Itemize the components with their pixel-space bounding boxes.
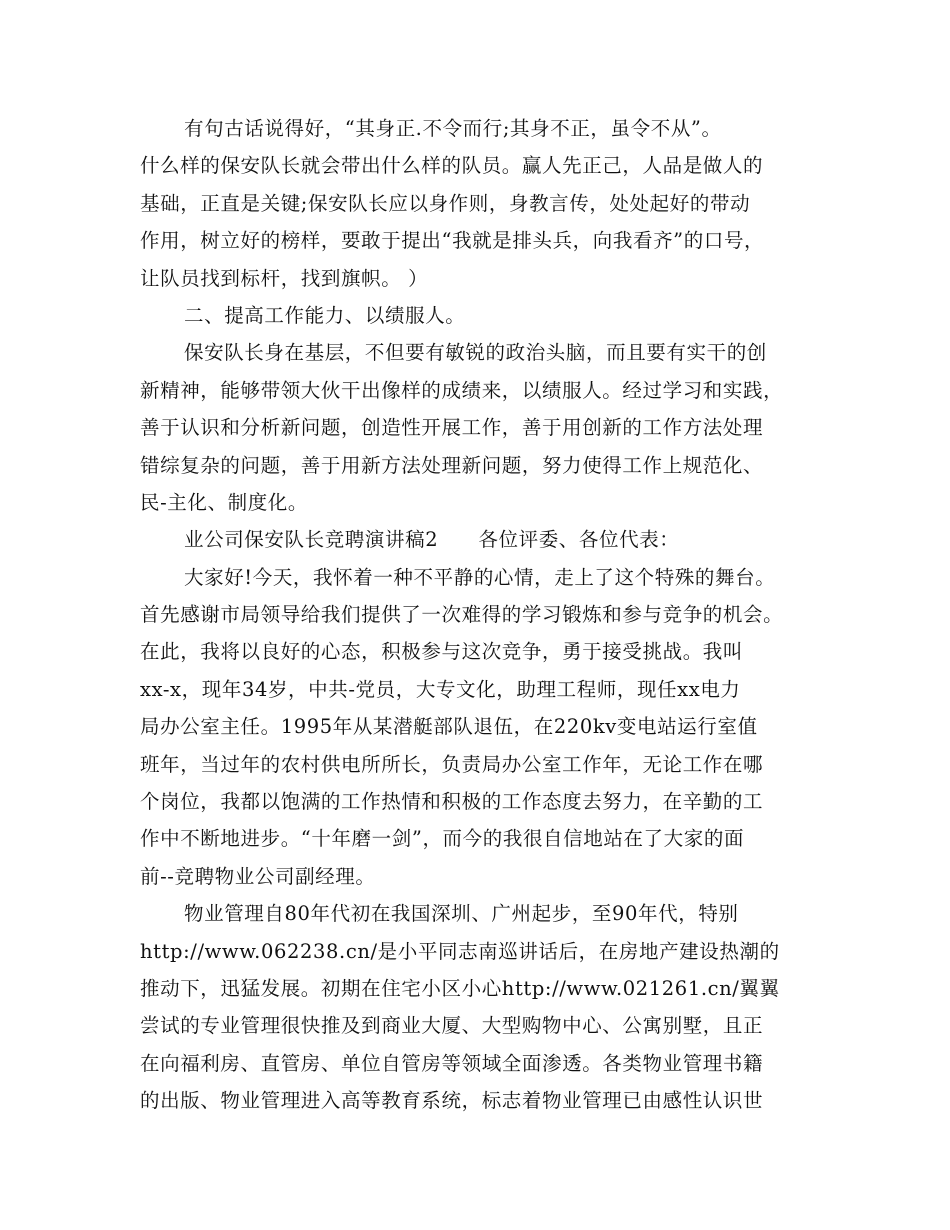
text-line: 什么样的保安队长就会带出什么样的队员。赢人先正己，人品是做人的 (140, 154, 764, 178)
text-line: 班年，当过年的农村供电所所长，负责局办公室工作年，无论工作在哪 (140, 752, 764, 776)
text-line: 物业管理自80年代初在我国深圳、广州起步，至90年代，特别 (184, 902, 739, 926)
text-line: 有句古话说得好，“其身正.不令而行;其身不正，虽令不从”。 (184, 117, 722, 140)
text-line: 尝试的专业管理很快推及到商业大厦、大型购物中心、公寓别墅，且正 (140, 1014, 764, 1038)
text-line: 局办公室主任。1995年从某潜艇部队退伍，在220kv变电站运行室值 (140, 715, 758, 739)
text-line: 二、提高工作能力、以绩服人。 (184, 303, 466, 327)
text-line: 善于认识和分析新问题，创造性开展工作，善于用创新的工作方法处理 (140, 416, 764, 440)
text-line: 作中不断地进步。“十年磨一剑”，而今的我很自信地站在了大家的面 (140, 827, 745, 851)
text-line: 在此，我将以良好的心态，积极参与这次竞争，勇于接受挑战。我叫 (140, 640, 744, 664)
text-line: 让队员找到标杆，找到旗帜。 ） (140, 266, 429, 290)
text-line: 保安队长身在基层，不但要有敏锐的政治头脑，而且要有实干的创 (184, 341, 767, 365)
text-line: http://www.062238.cn/是小平同志南巡讲话后，在房地产建设热潮的 (140, 939, 780, 963)
document-body (140, 110, 820, 1120)
text-line: 民-主化、制度化。 (140, 490, 308, 514)
text-line: 业公司保安队长竞聘演讲稿2 各位评委、各位代表： (184, 528, 680, 552)
text-line: 个岗位，我都以饱满的工作热情和积极的工作态度去努力，在辛勤的工 (140, 790, 764, 814)
text-line: 错综复杂的问题，善于用新方法处理新问题，努力使得工作上规范化、 (140, 453, 764, 477)
text-line: 推动下，迅猛发展。初期在住宅小区小心http://www.021261.cn/翼翼 (140, 976, 780, 1000)
text-line: 基础，正直是关键;保安队长应以身作则，身教言传，处处起好的带动 (140, 191, 751, 215)
text-line: 大家好!今天，我怀着一种不平静的心情，走上了这个特殊的舞台。 (184, 565, 776, 589)
text-line: 作用，树立好的榜样，要敢于提出“我就是排头兵，向我看齐”的口号， (140, 229, 765, 253)
text-line: 的出版、物业管理进入高等教育系统，标志着物业管理已由感性认识世 (140, 1089, 764, 1113)
text-line: 首先感谢市局领导给我们提供了一次难得的学习锻炼和参与竞争的机会。 (140, 603, 784, 627)
text-line: 前--竞聘物业公司副经理。 (140, 864, 376, 888)
text-line: 在向福利房、直管房、单位自管房等领域全面渗透。各类物业管理书籍 (140, 1051, 764, 1075)
text-line: 新精神，能够带领大伙干出像样的成绩来，以绩服人。经过学习和实践， (140, 378, 784, 402)
text-line: xx-x，现年34岁，中共-党员，大专文化，助理工程师，现任xx电力 (140, 677, 741, 701)
